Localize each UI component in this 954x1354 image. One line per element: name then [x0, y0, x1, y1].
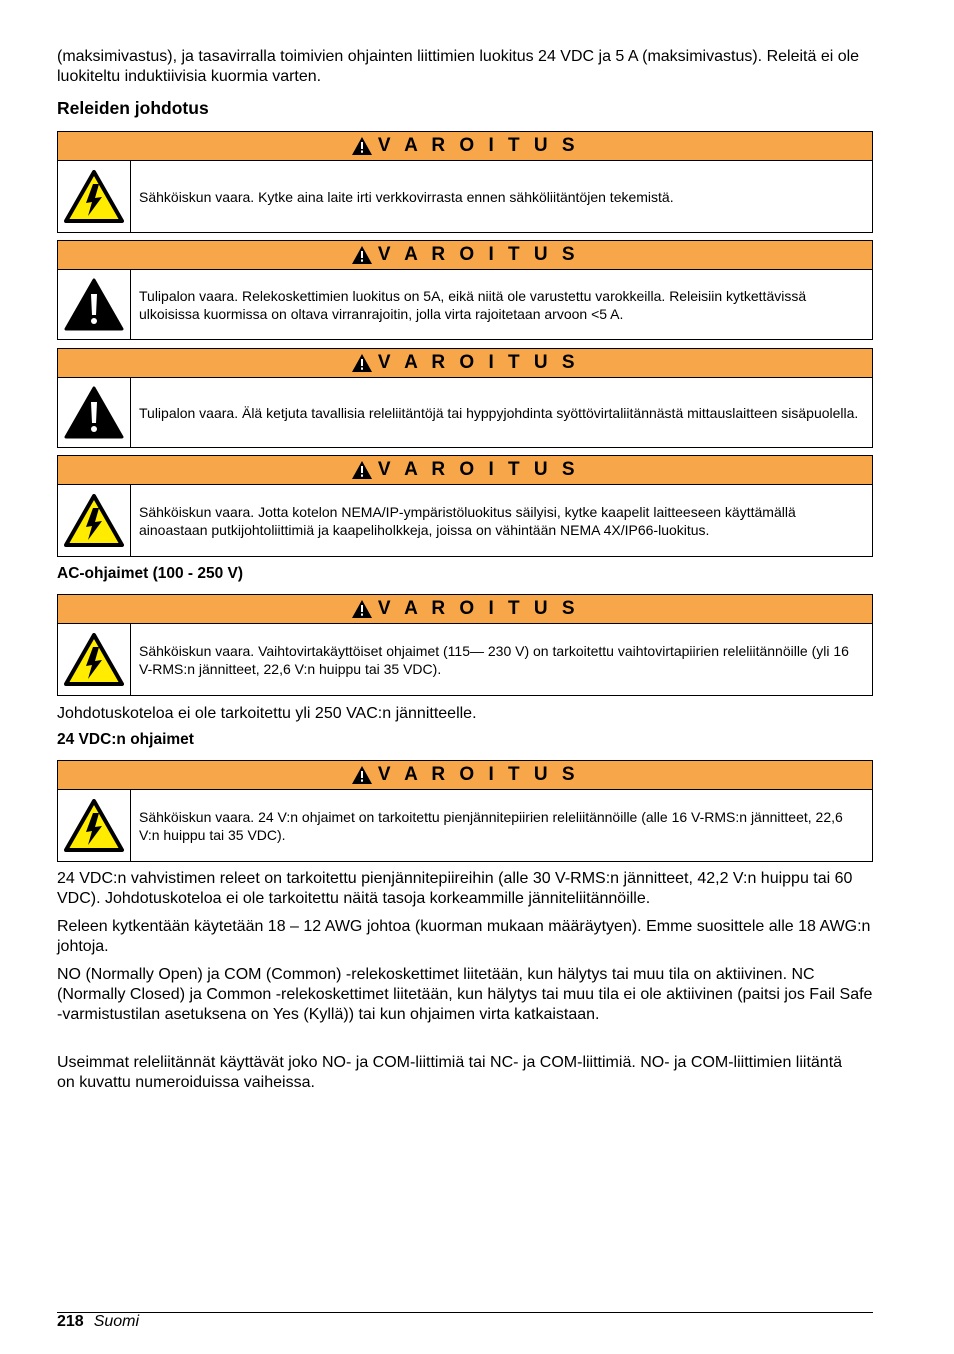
warning-label: V A R O I T U S: [377, 598, 580, 619]
warning-header: [58, 132, 872, 161]
warning-text: Sähköiskun vaara. Vaihtovirtakäyttöiset ohjaimet (115— 230 V) on tarkoitettu vaihtovirtapiirien releliitännöille (yli 16 V-RMS:n jännitteet, 22,6 V:n huippu tai 35 VDC).: [139, 642, 849, 677]
warning-box: [57, 348, 873, 448]
warning-text: Sähköiskun vaara. Jotta kotelon NEMA/IP-ympäristöluokitus säilyisi, kytke kaapelit laitteeseen käyttämällä ainoastaan putkijohtoliittimiä ja kaapeliholkkeja, joissa on vähintään NEMA 4X/IP66-luokitus.: [139, 503, 796, 538]
warning-box: [57, 240, 873, 340]
warning-box: [57, 594, 873, 696]
warning-triangle-icon: [351, 353, 373, 373]
warning-text: Sähköiskun vaara. Kytke aina laite irti verkkovirrasta ennen sähköliitäntöjen tekemistä.: [139, 188, 674, 205]
warning-header: [58, 456, 872, 485]
heading-dc-controllers: 24 VDC:n ohjaimet: [57, 731, 194, 748]
electric-shock-icon: [64, 799, 124, 853]
warning-triangle-icon: [351, 136, 373, 156]
warning-box: [57, 131, 873, 233]
body-paragraph: NO (Normally Open) ja COM (Common) -relekoskettimet liitetään, kun hälytys tai muu tila on aktiivinen. NC (Normally Closed) ja Common -relekoskettimet liitetään, kun hälytys tai muu tila ei ole aktiivinen (paitsi jos Fail Safe -varmistustilan asetuksena on Yes (Kyllä)) tai kun ohjaimen virta katkaistaan.: [57, 966, 873, 1023]
footer-language: Suomi: [93, 1313, 140, 1330]
exclamation-icon: [64, 386, 124, 440]
warning-label: V A R O I T U S: [377, 135, 580, 156]
body-paragraph: 24 VDC:n vahvistimen releet on tarkoitettu pienjännitepiireihin (alle 30 V-RMS:n jännitteet, 42,2 V:n huippu tai 60 VDC). Johdotuskoteloa ei ole tarkoitettu näitä tasoja korkeammille jänniteliitännöille.: [57, 870, 853, 907]
body-paragraph: Releen kytkentään käytetään 18 – 12 AWG johtoa (kuorman mukaan määräytyen). Emme suosittele alle 18 AWG:n johtoja.: [57, 918, 871, 955]
warning-header: [58, 595, 872, 624]
warning-triangle-icon: [351, 245, 373, 265]
warning-label: V A R O I T U S: [377, 459, 580, 480]
warning-header: [58, 761, 872, 790]
heading-relay-wiring: Releiden johdotus: [57, 98, 209, 118]
footer-rule: [57, 1312, 873, 1313]
page-footer: [57, 1313, 139, 1331]
warning-box: [57, 760, 873, 862]
warning-triangle-icon: [351, 460, 373, 480]
warning-triangle-icon: [351, 599, 373, 619]
warning-label: V A R O I T U S: [377, 352, 580, 373]
warning-text: Tulipalon vaara. Älä ketjuta tavallisia releliitäntöjä tai hyppyjohdinta syöttövirtaliitännästä mittauslaitteen sisäpuolella.: [139, 404, 859, 421]
warning-header: [58, 349, 872, 378]
warning-label: V A R O I T U S: [377, 244, 580, 265]
warning-header: [58, 241, 872, 270]
body-paragraph: Useimmat releliitännät käyttävät joko NO- ja COM-liittimiä tai NC- ja COM-liittimiä. NO- ja COM-liittimien liitäntä on kuvattu numeroiduissa vaiheissa.: [57, 1054, 843, 1091]
heading-ac-controllers: AC-ohjaimet (100 - 250 V): [57, 565, 244, 582]
page-number: 218: [57, 1313, 84, 1330]
ac-note: Johdotuskoteloa ei ole tarkoitettu yli 250 VAC:n jännitteelle.: [57, 705, 477, 722]
electric-shock-icon: [64, 170, 124, 224]
electric-shock-icon: [64, 633, 124, 687]
electric-shock-icon: [64, 494, 124, 548]
warning-text: Sähköiskun vaara. 24 V:n ohjaimet on tarkoitettu pienjännitepiirien releliitännöille (alle 16 V-RMS:n jännitteet, 22,6 V:n huippu tai 35 VDC).: [139, 808, 843, 843]
warning-triangle-icon: [351, 765, 373, 785]
intro-paragraph: (maksimivastus), ja tasavirralla toimivien ohjainten liittimien luokitus 24 VDC ja 5 A (maksimivastus). Releitä ei ole luokiteltu induktiivisia kuormia varten.: [57, 48, 860, 85]
warning-text: Tulipalon vaara. Relekoskettimien luokitus on 5A, eikä niitä ole varustettu varokkeilla. Releisiin kytkettävissä ulkoisissa kuormissa on oltava virranrajoitin, jolla virta rajoitetaan arvoon <5 A.: [139, 287, 807, 322]
exclamation-icon: [64, 278, 124, 332]
warning-label: V A R O I T U S: [377, 764, 580, 785]
warning-box: [57, 455, 873, 557]
